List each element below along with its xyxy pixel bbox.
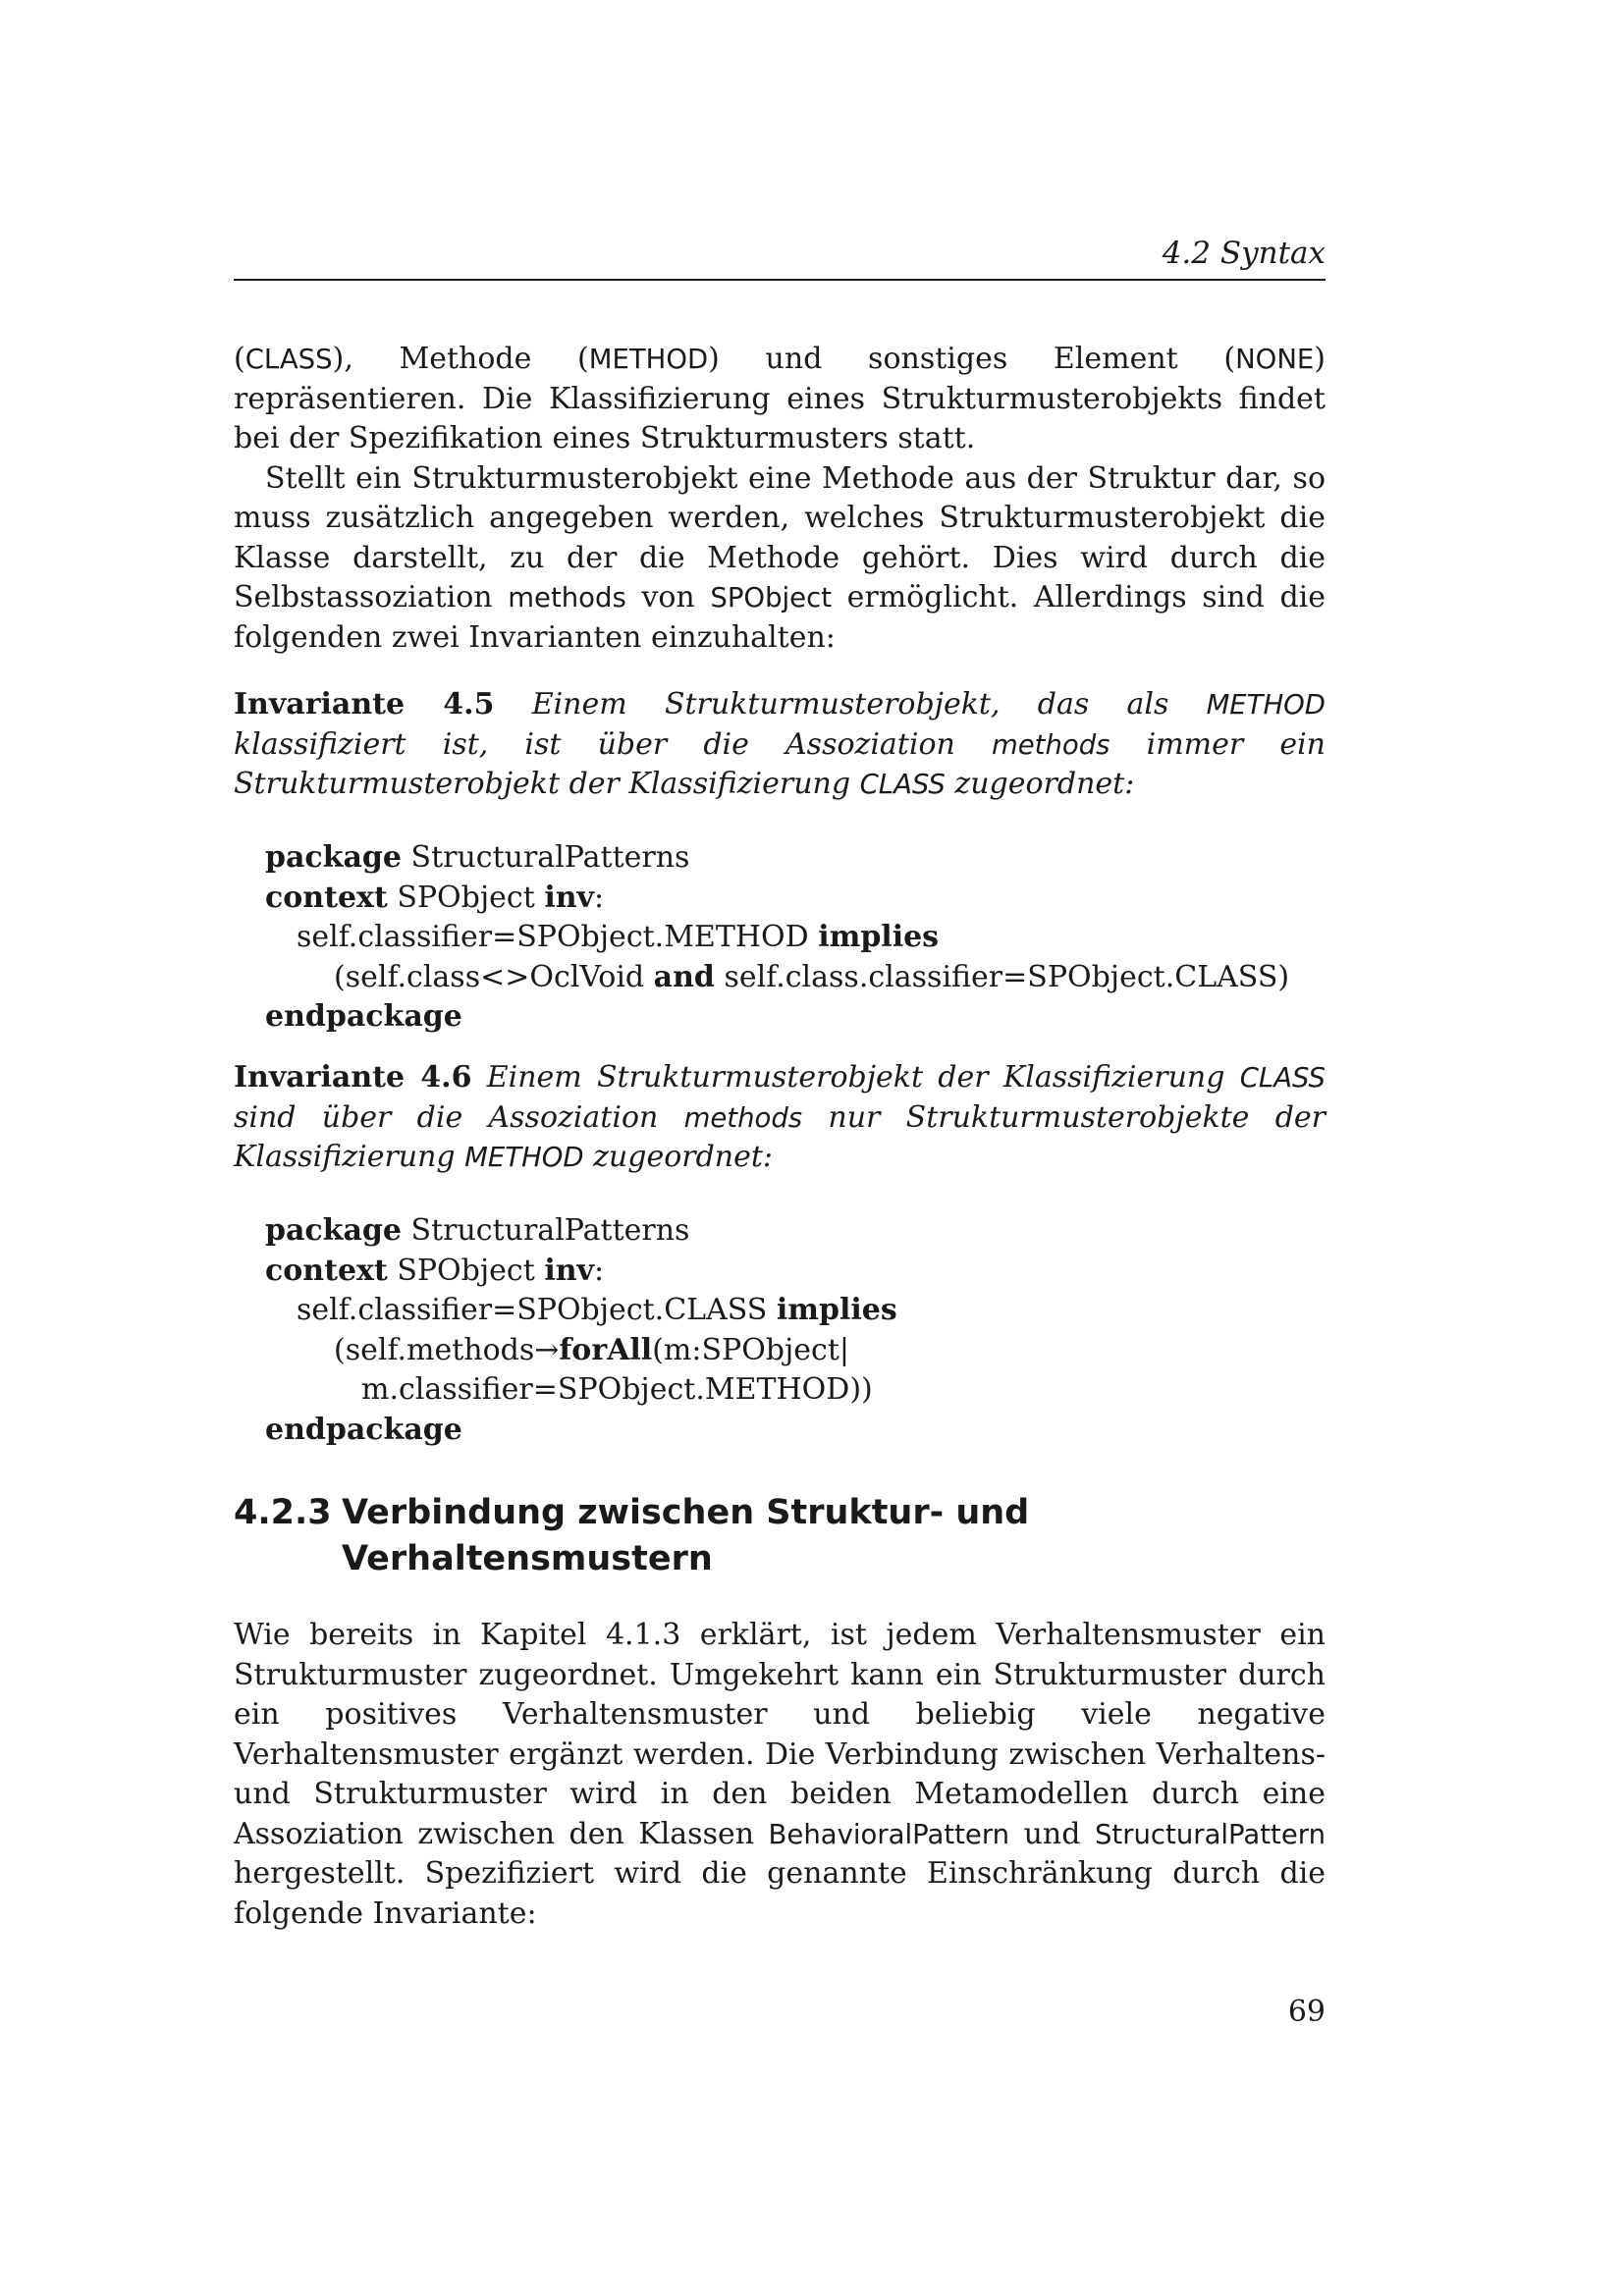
section-number: 4.2.3 <box>234 1493 332 1532</box>
code-text: : <box>593 1253 605 1288</box>
text-run: und <box>1009 1816 1095 1851</box>
keyword-structural-pattern: StructuralPattern <box>1094 1818 1326 1850</box>
code-keyword: endpackage <box>265 1412 462 1447</box>
code-text: m.classifier=SPObject.METHOD)) <box>361 1372 873 1407</box>
code-keyword: and <box>653 959 715 994</box>
paragraph-classification <box>234 340 1326 459</box>
text-run: von <box>625 580 711 614</box>
code-text: : <box>593 880 605 915</box>
code-keyword: implies <box>776 1293 897 1327</box>
code-keyword: package <box>265 840 402 875</box>
code-text: StructuralPatterns <box>401 840 690 875</box>
code-line <box>265 1211 1306 1252</box>
invariant-label: Invariante 4.5 <box>234 687 495 721</box>
text-run: Stellt ein Strukturmusterobjekt eine Methode aus der Struktur dar, so muss zusätzlich angegeben werden, welches Strukturmusterobjekt die Klasse darstellt, zu der die Methode gehört. Dies wird durch die Selbstassoziation <box>234 460 1326 614</box>
text-run: sind über die Assoziation <box>234 1099 684 1135</box>
code-text: self.classifier=SPObject.METHOD <box>297 920 819 954</box>
keyword-none: NONE <box>1235 344 1315 375</box>
code-line <box>265 997 1306 1038</box>
code-keyword: forAll <box>559 1332 653 1367</box>
keyword-method: METHOD <box>464 1142 584 1173</box>
text-run: Wie bereits in Kapitel 4.1.3 erklärt, ist jedem Verhaltensmuster ein Strukturmuster zugeordnet. Umgekehrt kann ein Strukturmuster durch ein positives Verhaltensmuster und beliebig viele negative Verhaltensmuster ergänzt werden. Die Verbindung zwischen Verhaltens- und Strukturmuster wird in den beiden Metamodellen durch eine Assoziation zwischen den Klassen <box>234 1618 1326 1851</box>
text-run: Einem Strukturmusterobjekt, das als <box>531 687 1207 721</box>
code-keyword: context <box>265 880 388 915</box>
invariant-statement <box>234 685 1326 805</box>
paragraph-methods-association <box>234 459 1326 659</box>
keyword-methods: methods <box>991 728 1110 761</box>
keyword-class: CLASS <box>859 769 946 800</box>
code-keyword: inv <box>544 1253 594 1288</box>
keyword-spobject: SPObject <box>710 582 832 614</box>
code-keyword: package <box>265 1213 402 1248</box>
code-text: StructuralPatterns <box>401 1213 690 1248</box>
invariant-label: Invariante 4.6 <box>234 1060 472 1095</box>
text-run: hergestellt. Spezifiziert wird die genannte Einschränkung durch die folgende Invariante: <box>234 1856 1326 1931</box>
text-run: klassifiziert ist, ist über die Assoziation <box>234 726 992 762</box>
invariant-4-6 <box>234 1058 1326 1178</box>
keyword-behavioral-pattern: BehavioralPattern <box>768 1818 1010 1850</box>
code-keyword: endpackage <box>265 999 462 1034</box>
code-line <box>265 918 1306 958</box>
text-run: immer ein Strukturmusterobjekt der Klassifizierung <box>234 726 1326 801</box>
keyword-class: CLASS <box>244 344 333 375</box>
section-body <box>234 1616 1326 1934</box>
text-run: ) und sonstiges Element ( <box>708 342 1236 376</box>
code-keyword: inv <box>544 880 594 915</box>
code-text: (self.class<>OclVoid <box>334 959 654 994</box>
text-run: ( <box>234 342 245 376</box>
code-line <box>265 1252 1306 1292</box>
keyword-method: METHOD <box>1206 689 1326 721</box>
header-rule <box>234 279 1326 281</box>
code-keyword: context <box>265 1253 388 1288</box>
keyword-method: METHOD <box>588 344 709 375</box>
code-text: SPObject <box>387 1253 545 1288</box>
code-line <box>265 958 1306 998</box>
section-title <box>342 1490 1225 1582</box>
keyword-methods: methods <box>508 582 626 614</box>
section-title-line: Verbindung zwischen Struktur- und <box>342 1493 1030 1532</box>
code-keyword: implies <box>818 920 940 954</box>
code-line <box>265 879 1306 919</box>
ocl-code-block-1 <box>265 838 1306 1038</box>
text-run: ) repräsentieren. Die Klassifizierung eines Strukturmusterobjekts findet bei der Spezifikation eines Strukturmusters statt. <box>234 342 1326 455</box>
keyword-methods: methods <box>683 1101 803 1134</box>
code-text: (self.methods→ <box>334 1332 560 1367</box>
page-number: 69 <box>1287 1995 1326 2029</box>
intro-text <box>234 340 1326 658</box>
paragraph-pattern-connection <box>234 1616 1326 1934</box>
invariant-4-5 <box>234 685 1326 805</box>
text-run: ermöglicht. Allerdings sind die folgenden zwei Invarianten einzuhalten: <box>234 580 1326 655</box>
ocl-code-block-2 <box>265 1211 1306 1450</box>
running-head: 4.2 Syntax <box>1162 236 1326 271</box>
code-text: (m:SPObject| <box>652 1332 850 1367</box>
code-line <box>265 1291 1306 1331</box>
code-text: SPObject <box>387 880 545 915</box>
text-run: ), Methode ( <box>332 342 589 376</box>
code-text: self.classifier=SPObject.CLASS <box>297 1293 777 1327</box>
invariant-statement <box>234 1058 1326 1178</box>
code-line <box>265 1370 1306 1411</box>
code-text: self.class.classifier=SPObject.CLASS) <box>714 959 1290 994</box>
text-run: Einem Strukturmusterobjekt der Klassifizierung <box>486 1060 1240 1095</box>
keyword-class: CLASS <box>1239 1062 1326 1094</box>
text-run: zugeordnet: <box>945 767 1135 801</box>
code-line <box>265 838 1306 879</box>
section-title-line: Verhaltensmustern <box>342 1539 713 1578</box>
text-run: zugeordnet: <box>583 1140 774 1174</box>
code-line <box>265 1331 1306 1371</box>
code-line <box>265 1411 1306 1451</box>
text-run: nur Strukturmusterobjekte der Klassifizierung <box>234 1099 1326 1174</box>
